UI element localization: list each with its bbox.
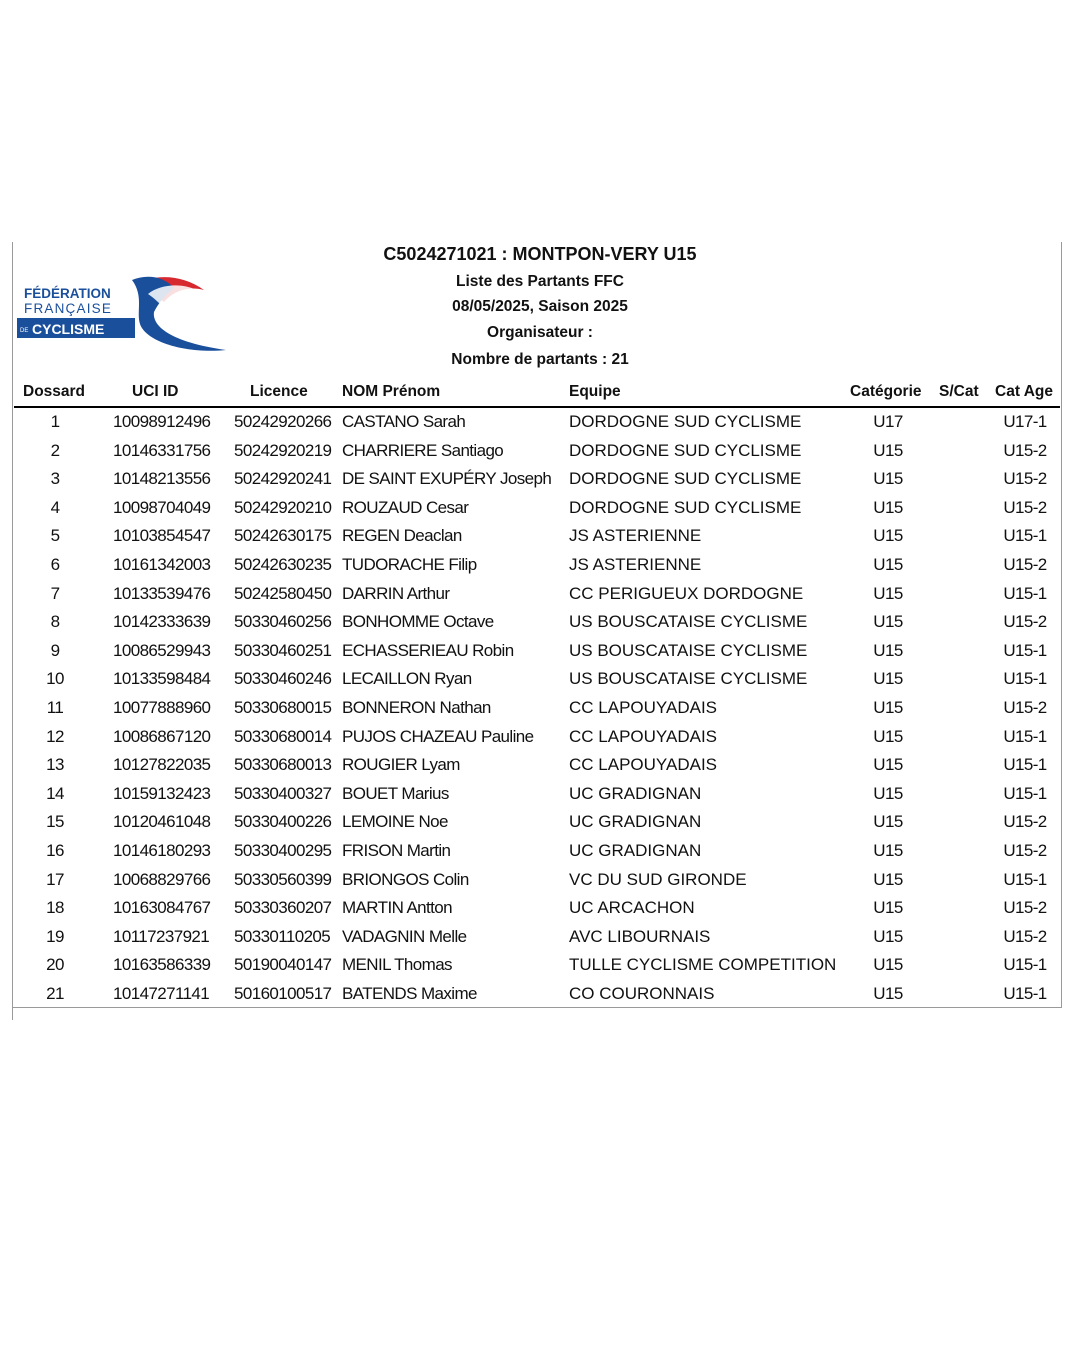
table-row: [14, 580, 1060, 609]
cell-cat-age: U15-2: [1003, 840, 1047, 860]
cell-nom-prenom: BATENDS Maxime: [342, 983, 477, 1003]
cell-nom-prenom: BONHOMME Octave: [342, 612, 494, 632]
cell-uci-id: 10120461048: [113, 812, 211, 832]
cell-licence: 50330680014: [234, 726, 332, 746]
cell-categorie: U15: [873, 526, 903, 546]
cell-equipe: TULLE CYCLISME COMPETITION: [569, 955, 837, 975]
cell-licence: 50242920210: [234, 497, 332, 517]
col-scat: S/Cat: [939, 383, 979, 400]
cell-dossard: 10: [46, 669, 64, 689]
list-subtitle: Liste des Partants FFC: [456, 273, 624, 290]
organiser-label: Organisateur :: [487, 324, 593, 341]
cell-cat-age: U15-2: [1003, 554, 1047, 574]
cell-dossard: 5: [50, 526, 60, 546]
table-row: [14, 408, 1060, 437]
cell-nom-prenom: ROUZAUD Cesar: [342, 497, 469, 517]
cell-categorie: U15: [873, 955, 903, 975]
cell-equipe: JS ASTERIENNE: [569, 526, 702, 546]
cell-nom-prenom: MARTIN Antton: [342, 898, 452, 918]
cell-licence: 50242630235: [234, 554, 332, 574]
cell-dossard: 7: [50, 583, 60, 603]
cell-uci-id: 10163586339: [113, 955, 211, 975]
cell-nom-prenom: BONNERON Nathan: [342, 697, 491, 717]
table-row: [14, 437, 1060, 466]
cell-uci-id: 10103854547: [113, 526, 211, 546]
cell-licence: 50330460256: [234, 612, 332, 632]
col-licence: Licence: [250, 383, 308, 400]
table-row: [14, 780, 1060, 809]
cell-equipe: UC GRADIGNAN: [569, 783, 702, 803]
cell-dossard: 16: [46, 840, 64, 860]
cell-dossard: 1: [50, 412, 60, 431]
cell-categorie: U15: [873, 669, 903, 689]
col-dossard: Dossard: [23, 383, 86, 400]
cell-nom-prenom: CHARRIERE Santiago: [342, 440, 504, 460]
cell-equipe: CC LAPOUYADAIS: [569, 697, 718, 717]
logo-text-francaise: FRANÇAISE: [24, 301, 113, 316]
cell-cat-age: U15-1: [1003, 783, 1047, 803]
cell-cat-age: U15-1: [1003, 869, 1047, 889]
cell-licence: 50242920241: [234, 469, 332, 489]
cell-uci-id: 10142333639: [113, 612, 211, 632]
cell-dossard: 19: [46, 926, 64, 946]
table-row: [14, 808, 1060, 837]
starters-count: Nombre de partants : 21: [451, 351, 629, 368]
cell-nom-prenom: REGEN Deaclan: [342, 526, 462, 546]
cell-nom-prenom: BOUET Marius: [342, 783, 449, 803]
cell-uci-id: 10146331756: [113, 440, 211, 460]
cell-cat-age: U15-1: [1003, 726, 1047, 746]
cell-cat-age: U15-2: [1003, 697, 1047, 717]
cell-cat-age: U15-1: [1003, 669, 1047, 689]
cell-cat-age: U15-1: [1003, 755, 1047, 775]
table-row: [14, 665, 1060, 694]
cell-dossard: 21: [46, 983, 64, 1003]
cell-licence: 50330460251: [234, 640, 332, 660]
cell-nom-prenom: LECAILLON Ryan: [342, 669, 472, 689]
cell-cat-age: U15-1: [1003, 526, 1047, 546]
cell-equipe: CO COURONNAIS: [569, 983, 715, 1003]
cell-cat-age: U15-1: [1003, 983, 1047, 1003]
cell-nom-prenom: BRIONGOS Colin: [342, 869, 469, 889]
cell-dossard: 8: [50, 612, 60, 632]
cell-licence: 50330360207: [234, 898, 332, 918]
cell-equipe: CC LAPOUYADAIS: [569, 755, 718, 775]
table-row: [14, 837, 1060, 866]
col-uci-id: UCI ID: [132, 383, 179, 400]
cell-dossard: 13: [46, 755, 64, 775]
table-row: [14, 694, 1060, 723]
cell-uci-id: 10163084767: [113, 898, 211, 918]
table-row: [14, 751, 1060, 780]
col-nom-prenom: NOM Prénom: [342, 383, 441, 400]
cell-cat-age: U15-2: [1003, 469, 1047, 489]
cell-categorie: U15: [873, 554, 903, 574]
cell-nom-prenom: ROUGIER Lyam: [342, 755, 460, 775]
cell-categorie: U15: [873, 840, 903, 860]
table-row: [14, 980, 1060, 1009]
cell-categorie: U15: [873, 440, 903, 460]
table-row: [14, 866, 1060, 895]
cell-categorie: U15: [873, 898, 903, 918]
cell-nom-prenom: LEMOINE Noe: [342, 812, 448, 832]
cell-dossard: 12: [46, 726, 64, 746]
cell-equipe: DORDOGNE SUD CYCLISME: [569, 497, 802, 517]
col-cat-age: Cat Age: [995, 383, 1053, 400]
cell-equipe: AVC LIBOURNAIS: [569, 926, 711, 946]
cell-categorie: U15: [873, 783, 903, 803]
logo-text-cyclisme: CYCLISME: [32, 321, 105, 337]
cell-dossard: 17: [46, 869, 64, 889]
logo-text-de: DE: [20, 328, 29, 334]
cell-uci-id: 10161342003: [113, 554, 211, 574]
cell-equipe: US BOUSCATAISE CYCLISME: [569, 612, 808, 632]
table-row: [14, 723, 1060, 752]
cell-uci-id: 10098912496: [113, 412, 211, 431]
cell-categorie: U15: [873, 497, 903, 517]
cell-licence: 50330400295: [234, 840, 332, 860]
table-row: [14, 465, 1060, 494]
cell-licence: 50330460246: [234, 669, 332, 689]
cell-licence: 50330400226: [234, 812, 332, 832]
cell-uci-id: 10068829766: [113, 869, 211, 889]
cell-cat-age: U15-1: [1003, 640, 1047, 660]
cell-categorie: U15: [873, 983, 903, 1003]
cell-cat-age: U15-1: [1003, 583, 1047, 603]
cell-cat-age: U15-2: [1003, 612, 1047, 632]
table-row: [14, 522, 1060, 551]
cell-dossard: 3: [50, 469, 60, 489]
cell-uci-id: 10086867120: [113, 726, 211, 746]
page-frame-right: [1061, 242, 1062, 1007]
cell-nom-prenom: DE SAINT EXUPÉRY Joseph: [342, 469, 552, 489]
page-frame-left: [12, 242, 13, 1020]
cell-categorie: U15: [873, 583, 903, 603]
logo-text-federation: FÉDÉRATION: [24, 286, 111, 301]
cell-licence: 50330400327: [234, 783, 332, 803]
race-date: 08/05/2025, Saison 2025: [452, 298, 628, 315]
table-header: [14, 380, 1060, 406]
cell-uci-id: 10086529943: [113, 640, 211, 660]
table-row: [14, 551, 1060, 580]
cell-equipe: VC DU SUD GIRONDE: [569, 869, 747, 889]
cell-equipe: UC GRADIGNAN: [569, 840, 702, 860]
cell-dossard: 18: [46, 898, 64, 918]
cell-nom-prenom: ECHASSERIEAU Robin: [342, 640, 514, 660]
cell-licence: 50242920266: [234, 412, 332, 431]
cell-licence: 50160100517: [234, 983, 332, 1003]
cell-dossard: 9: [50, 640, 60, 660]
cell-nom-prenom: DARRIN Arthur: [342, 583, 450, 603]
cell-cat-age: U15-2: [1003, 440, 1047, 460]
cell-categorie: U15: [873, 812, 903, 832]
cell-equipe: US BOUSCATAISE CYCLISME: [569, 669, 808, 689]
cell-uci-id: 10147271141: [113, 983, 210, 1003]
cell-equipe: DORDOGNE SUD CYCLISME: [569, 440, 802, 460]
cell-equipe: UC GRADIGNAN: [569, 812, 702, 832]
cell-dossard: 2: [50, 440, 60, 460]
cell-categorie: U15: [873, 640, 903, 660]
table-row: [14, 608, 1060, 637]
cell-licence: 50242630175: [234, 526, 332, 546]
cell-dossard: 6: [50, 554, 60, 574]
cell-equipe: CC PERIGUEUX DORDOGNE: [569, 583, 804, 603]
cell-categorie: U15: [873, 697, 903, 717]
cell-licence: 50242580450: [234, 583, 332, 603]
col-categorie: Catégorie: [850, 383, 922, 400]
cell-uci-id: 10159132423: [113, 783, 211, 803]
cell-categorie: U15: [873, 469, 903, 489]
cell-dossard: 14: [46, 783, 64, 803]
cell-equipe: JS ASTERIENNE: [569, 554, 702, 574]
table-row: [14, 494, 1060, 523]
cell-uci-id: 10127822035: [113, 755, 211, 775]
cell-equipe: US BOUSCATAISE CYCLISME: [569, 640, 808, 660]
cell-cat-age: U17-1: [1003, 412, 1047, 431]
table-row: [14, 637, 1060, 666]
cell-equipe: DORDOGNE SUD CYCLISME: [569, 412, 802, 431]
table-row: [14, 923, 1060, 952]
cell-uci-id: 10098704049: [113, 497, 211, 517]
cell-categorie: U15: [873, 612, 903, 632]
cell-categorie: U17: [873, 412, 903, 431]
cell-categorie: U15: [873, 869, 903, 889]
cell-cat-age: U15-1: [1003, 955, 1047, 975]
cell-dossard: 20: [46, 955, 64, 975]
cell-dossard: 11: [46, 697, 64, 717]
cell-nom-prenom: PUJOS CHAZEAU Pauline: [342, 726, 534, 746]
cell-nom-prenom: CASTANO Sarah: [342, 412, 466, 431]
cell-cat-age: U15-2: [1003, 898, 1047, 918]
cell-dossard: 4: [50, 497, 60, 517]
cell-uci-id: 10148213556: [113, 469, 211, 489]
cell-nom-prenom: MENIL Thomas: [342, 955, 452, 975]
col-equipe: Equipe: [569, 383, 621, 400]
cell-dossard: 15: [46, 812, 64, 832]
cell-cat-age: U15-2: [1003, 926, 1047, 946]
cell-uci-id: 10133539476: [113, 583, 211, 603]
table-row: [14, 894, 1060, 923]
cell-cat-age: U15-2: [1003, 812, 1047, 832]
cell-licence: 50330680015: [234, 697, 332, 717]
cell-licence: 50242920219: [234, 440, 332, 460]
ffc-logo: [14, 272, 230, 356]
cell-categorie: U15: [873, 926, 903, 946]
cell-uci-id: 10146180293: [113, 840, 211, 860]
cell-licence: 50330680013: [234, 755, 332, 775]
table-row: [14, 951, 1060, 980]
cell-nom-prenom: VADAGNIN Melle: [342, 926, 467, 946]
cell-equipe: CC LAPOUYADAIS: [569, 726, 718, 746]
cell-categorie: U15: [873, 755, 903, 775]
cell-uci-id: 10117237921: [113, 926, 210, 946]
cell-licence: 50330560399: [234, 869, 332, 889]
cell-uci-id: 10077888960: [113, 697, 211, 717]
cell-equipe: DORDOGNE SUD CYCLISME: [569, 469, 802, 489]
cell-licence: 50330110205: [234, 926, 331, 946]
starters-table-body: [14, 408, 1060, 1008]
cell-uci-id: 10133598484: [113, 669, 211, 689]
cell-equipe: UC ARCACHON: [569, 898, 695, 918]
cell-cat-age: U15-2: [1003, 497, 1047, 517]
cell-nom-prenom: TUDORACHE Filip: [342, 554, 477, 574]
cell-nom-prenom: FRISON Martin: [342, 840, 451, 860]
race-title: C5024271021 : MONTPON-VERY U15: [383, 244, 697, 264]
cell-licence: 50190040147: [234, 955, 332, 975]
cell-categorie: U15: [873, 726, 903, 746]
